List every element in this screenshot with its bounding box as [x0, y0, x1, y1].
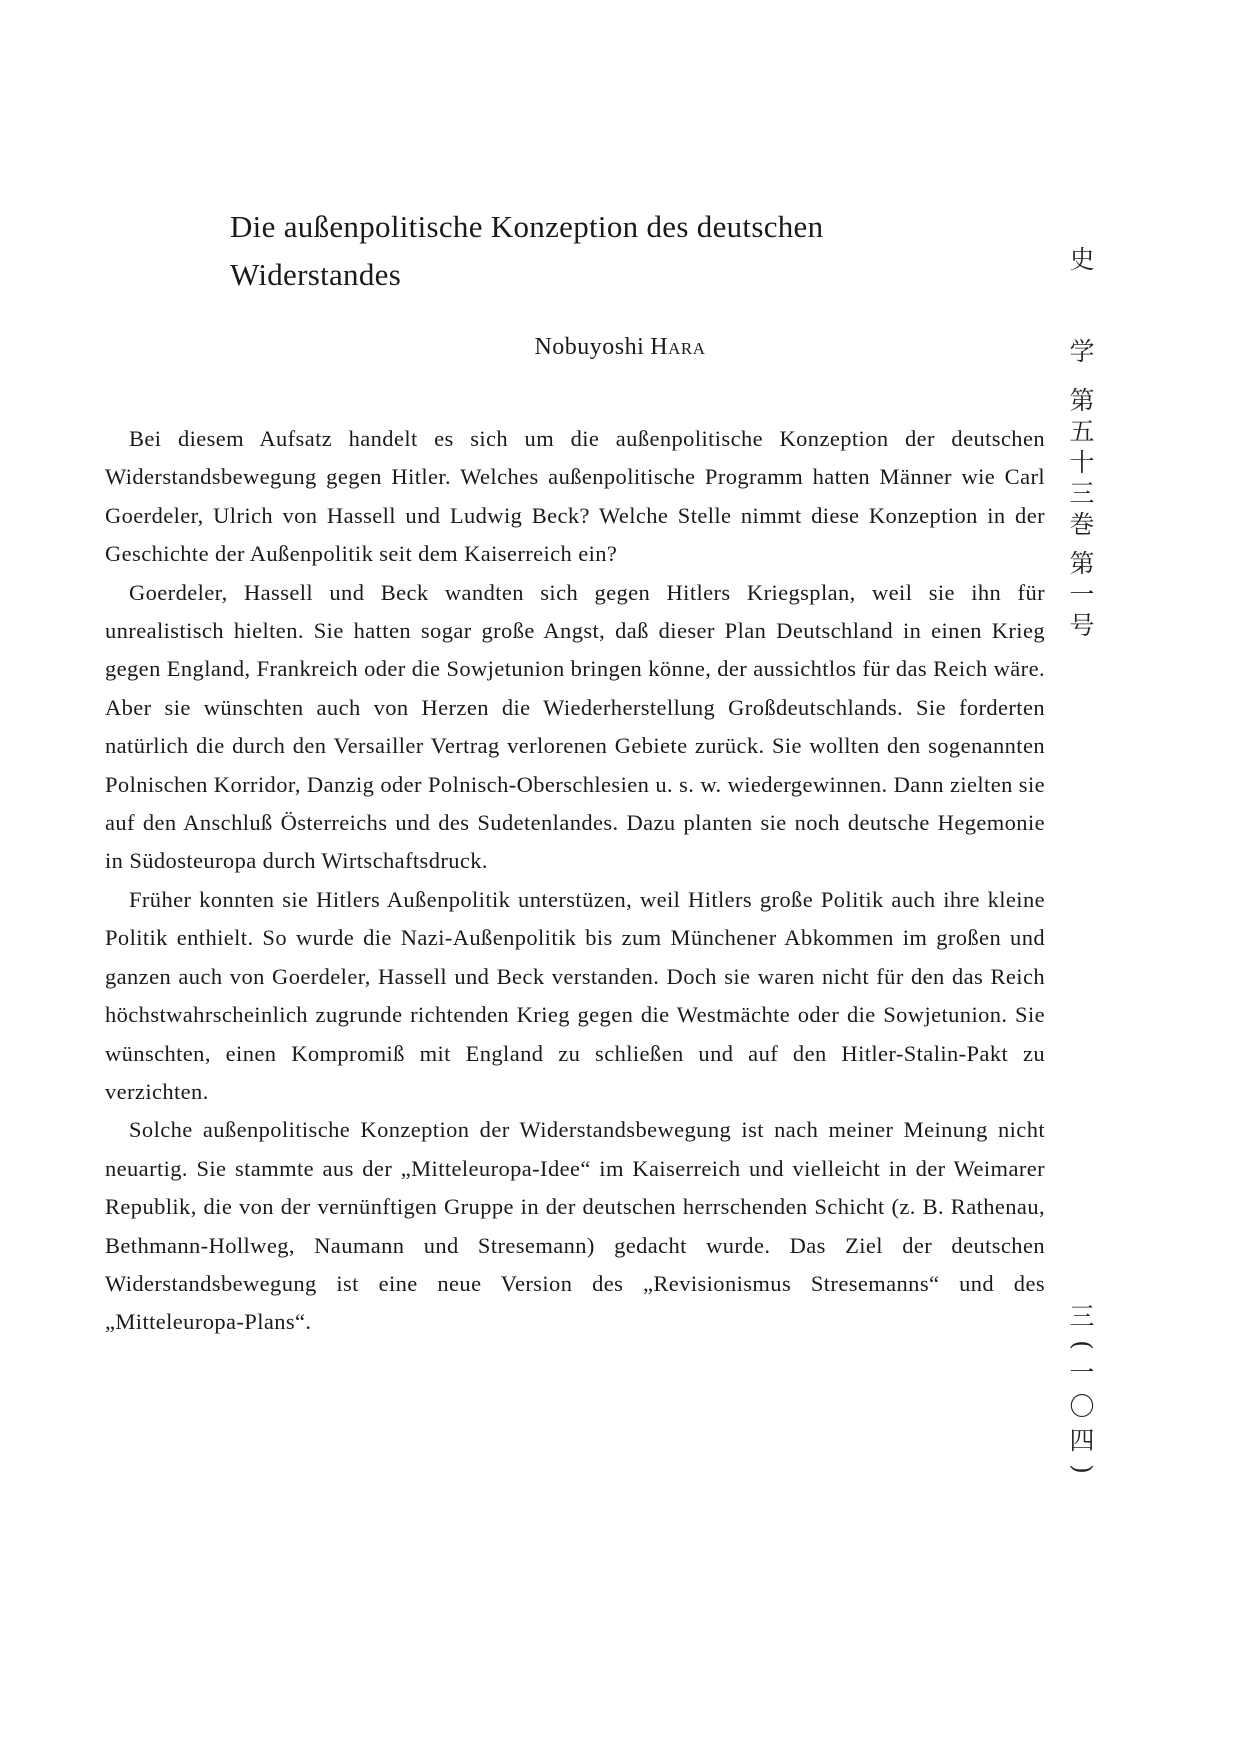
page-char-3: 〇 [1069, 1392, 1095, 1421]
paragraph-4: Solche außenpolitische Konzeption der Widerstandsbewegung ist nach meiner Meinung nicht neuartig. Sie stammte aus der „Mitteleuropa-Idee“ im Kaiserreich und vielleicht in der Weimarer Republik, die von der vernünftigen Gruppe in der deutschen herrschenden Schicht (z. B. Rathenau, Bethmann-Hollweg, Naumann und Stresemann) gedacht wurde. Das Ziel der deutschen Widerstandsbewegung ist eine neue Version des „Revisionismus Stresemanns“ und des „Mitteleuropa-Plans“. [105, 1117, 1045, 1335]
journal-char-1: 史 [1069, 245, 1095, 274]
issue-char-3: 号 [1069, 611, 1095, 640]
article-title: Die außenpolitische Konzeption des deutschen Widerstandes [230, 209, 824, 292]
article-body [105, 420, 1045, 1342]
volume-char-5: 巻 [1069, 510, 1095, 539]
page-close-paren: ) [1068, 1464, 1097, 1474]
author-name [0, 334, 1240, 361]
page-char-1: 三 [1069, 1302, 1095, 1331]
volume-char-3: 十 [1069, 448, 1095, 477]
page-char-2: 一 [1069, 1358, 1095, 1387]
paragraph-1: Bei diesem Aufsatz handelt es sich um die außenpolitische Konzeption der deutschen Widerstandsbewegung gegen Hitler. Welches außenpolitische Programm hatten Männer wie Carl Goerdeler, Ulrich von Hassell und Ludwig Beck? Welche Stelle nimmt diese Konzeption in der Geschichte der Außenpolitik seit dem Kaiserreich ein? [105, 426, 1045, 567]
journal-char-2: 学 [1069, 337, 1095, 366]
issue-char-1: 第 [1069, 549, 1095, 578]
volume-char-4: 三 [1069, 479, 1095, 508]
volume-char-2: 五 [1069, 417, 1095, 446]
author-first-name: Nobuyoshi [534, 334, 645, 360]
paragraph-3: Früher konnten sie Hitlers Außenpolitik unterstüzen, weil Hitlers große Politik auch ihre kleine Politik enthielt. So wurde die Nazi-Außenpolitik bis zum Münchener Abkommen im großen und ganzen auch von Goerdeler, Hassell und Beck verstanden. Doch sie waren nicht für den das Reich höchstwahrscheinlich zugrunde richtenden Krieg gegen die Westmächte oder die Sowjetunion. Sie wünschten, einen Kompromiß mit England zu schließen und auf den Hitler-Stalin-Pakt zu verzichten. [105, 886, 1045, 1104]
page-number-vertical [1062, 1300, 1102, 1480]
volume-issue-vertical [1062, 385, 1102, 641]
page-open-paren: ( [1068, 1340, 1097, 1350]
journal-name-vertical [1062, 245, 1102, 367]
volume-char-1: 第 [1069, 386, 1095, 415]
issue-char-2: 一 [1069, 580, 1095, 609]
author-last-name: Hara [650, 334, 706, 360]
page-char-4: 四 [1069, 1426, 1095, 1455]
paragraph-2: Goerdeler, Hassell und Beck wandten sich gegen Hitlers Kriegsplan, weil sie ihn für unrealistisch hielten. Sie hatten sogar große Angst, daß dieser Plan Deutschland in einen Krieg gegen England, Frankreich oder die Sowjetunion bringen könne, der aussichtlos für das Reich wäre. Aber sie wünschten auch von Herzen die Wiederherstellung Großdeutschlands. Sie forderten natürlich die durch den Versailler Vertrag verlorenen Gebiete zurück. Sie wollten den sogenannten Polnischen Korridor, Danzig oder Polnisch-Oberschlesien u. s. w. wiedergewinnen. Dann zielten sie auf den Anschluß Österreichs und des Sudetenlandes. Dazu planten sie noch deutsche Hegemonie in Südosteuropa durch Wirtschaftsdruck. [105, 579, 1045, 874]
